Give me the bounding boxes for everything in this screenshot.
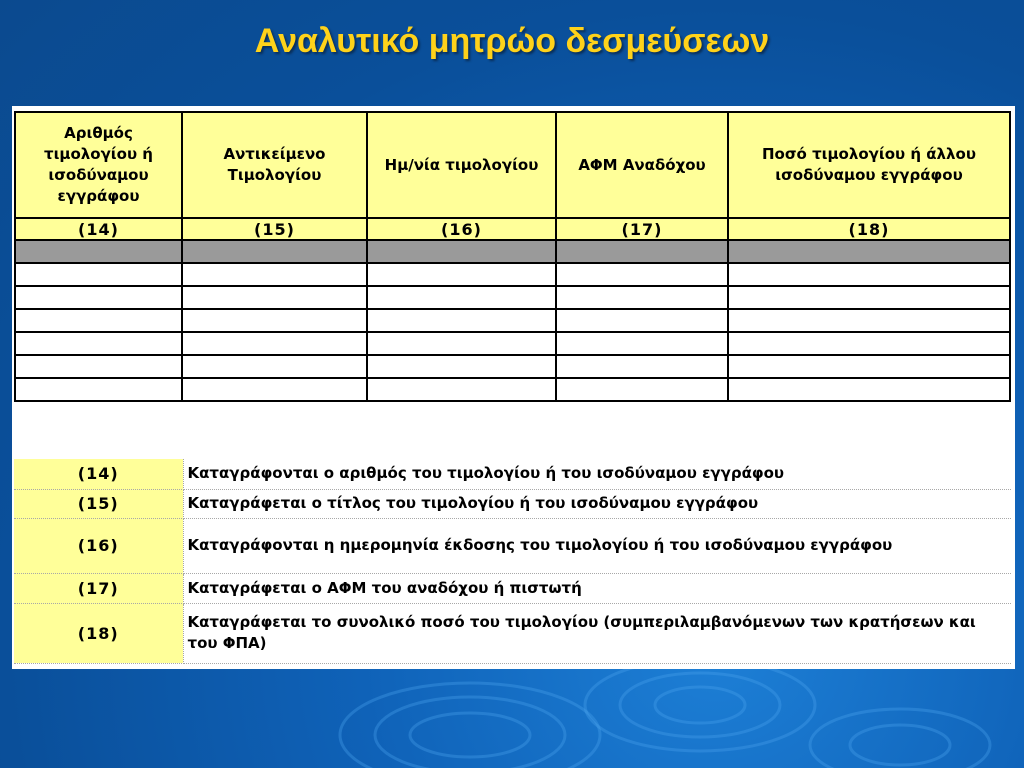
legend-description: Καταγράφεται ο τίτλος του τιμολογίου ή του ισοδύναμου εγγράφου	[183, 489, 1011, 518]
table-cell	[182, 355, 367, 378]
legend-description: Καταγράφεται ο ΑΦΜ του αναδόχου ή πιστωτή	[183, 573, 1011, 603]
column-number-row	[15, 218, 1010, 240]
header-contractor-afm: ΑΦΜ Αναδόχου	[556, 112, 728, 218]
table-cell	[182, 378, 367, 401]
table-cell	[728, 263, 1010, 286]
table-row	[15, 240, 1010, 263]
table-row	[15, 263, 1010, 286]
table-cell	[182, 286, 367, 309]
table-cell	[182, 332, 367, 355]
table-row	[15, 309, 1010, 332]
legend-description: Καταγράφονται ο αριθμός του τιμολογίου ή του ισοδύναμου εγγράφου	[183, 459, 1011, 489]
legend-row	[14, 603, 1011, 663]
content-panel	[12, 106, 1015, 669]
table-cell	[728, 286, 1010, 309]
table-row	[15, 286, 1010, 309]
table-cell	[367, 240, 556, 263]
table-row	[15, 332, 1010, 355]
legend-code: (16)	[14, 518, 183, 573]
column-number: (16)	[367, 218, 556, 240]
legend-row	[14, 518, 1011, 573]
table-cell	[367, 378, 556, 401]
legend-code: (18)	[14, 603, 183, 663]
table-cell	[182, 263, 367, 286]
legend-row	[14, 573, 1011, 603]
header-invoice-subject: Αντικείμενο Τιμολογίου	[182, 112, 367, 218]
table-cell	[556, 355, 728, 378]
table-cell	[556, 332, 728, 355]
legend-row	[14, 459, 1011, 489]
table-cell	[728, 309, 1010, 332]
table-cell	[15, 378, 182, 401]
legend-code: (17)	[14, 573, 183, 603]
table-row	[15, 378, 1010, 401]
table-cell	[556, 286, 728, 309]
legend-row	[14, 489, 1011, 518]
table-cell	[15, 240, 182, 263]
table-cell	[367, 263, 556, 286]
column-number: (15)	[182, 218, 367, 240]
header-invoice-date: Ημ/νία τιμολογίου	[367, 112, 556, 218]
table-cell	[367, 332, 556, 355]
page-title: Αναλυτικό μητρώο δεσμεύσεων	[254, 22, 770, 60]
table-cell	[15, 332, 182, 355]
header-invoice-amount: Ποσό τιμολογίου ή άλλου ισοδύναμου εγγράφου	[728, 112, 1010, 218]
column-number: (18)	[728, 218, 1010, 240]
table-cell	[182, 240, 367, 263]
table-cell	[556, 263, 728, 286]
column-number: (17)	[556, 218, 728, 240]
table-cell	[15, 355, 182, 378]
table-cell	[367, 286, 556, 309]
register-table	[14, 111, 1011, 402]
table-cell	[367, 309, 556, 332]
column-number: (14)	[15, 218, 182, 240]
table-cell	[556, 309, 728, 332]
header-row	[15, 112, 1010, 218]
table-cell	[15, 309, 182, 332]
table-cell	[367, 355, 556, 378]
table-cell	[182, 309, 367, 332]
legend-code: (15)	[14, 489, 183, 518]
table-cell	[728, 355, 1010, 378]
table-row	[15, 355, 1010, 378]
table-cell	[15, 286, 182, 309]
header-invoice-number: Αριθμός τιμολογίου ή ισοδύναμου εγγράφου	[15, 112, 182, 218]
table-cell	[556, 378, 728, 401]
table-cell	[728, 240, 1010, 263]
legend-description: Καταγράφεται το συνολικό ποσό του τιμολογίου (συμπεριλαμβανόμενων των κρατήσεων και του ΦΠΑ)	[183, 603, 1011, 663]
table-cell	[556, 240, 728, 263]
table-cell	[15, 263, 182, 286]
legend-description: Καταγράφονται η ημερομηνία έκδοσης του τιμολογίου ή του ισοδύναμου εγγράφου	[183, 518, 1011, 573]
table-cell	[728, 378, 1010, 401]
legend-table	[14, 459, 1011, 664]
table-cell	[728, 332, 1010, 355]
legend-code: (14)	[14, 459, 183, 489]
